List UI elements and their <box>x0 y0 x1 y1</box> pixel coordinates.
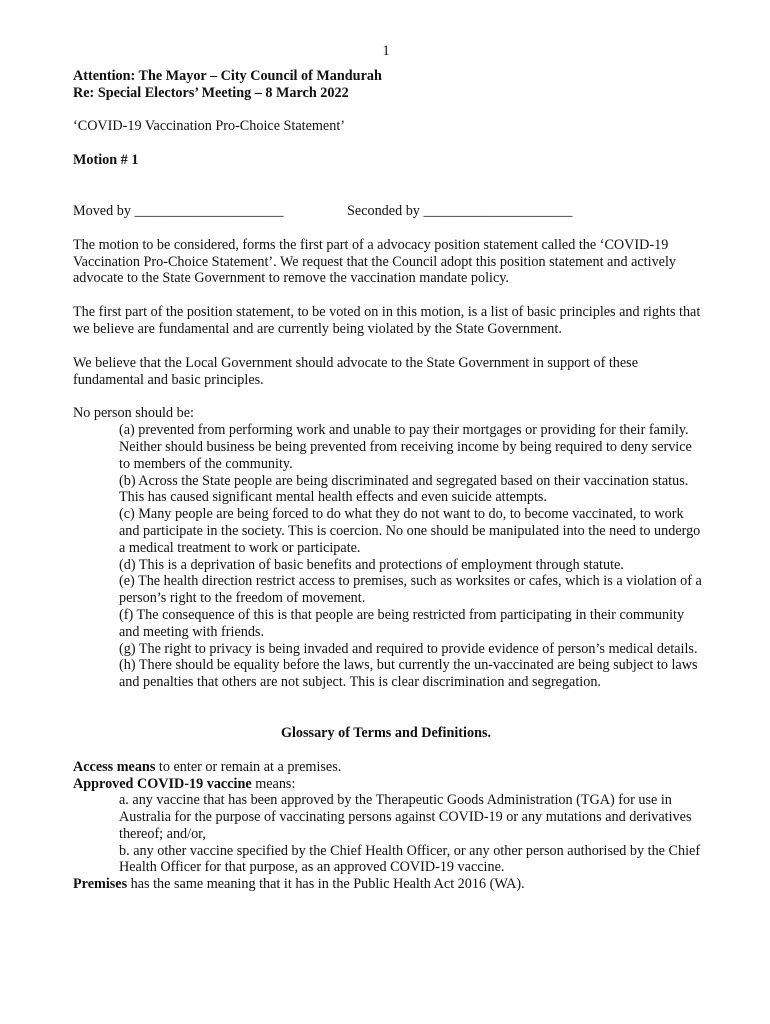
definition-term: Approved COVID-19 vaccine <box>73 775 252 792</box>
definition-text: to enter or remain at a premises. <box>155 758 342 775</box>
page-number: 1 <box>382 43 390 59</box>
list-item: (e) The health direction restrict access to premises, such as worksites or cafes, which is a violation of a person’s right to the freedom of movement. <box>119 573 702 607</box>
seconded-by-field: Seconded by _____________________ <box>347 202 573 219</box>
list-intro: No person should be: <box>73 405 194 422</box>
definition-text: means: <box>251 775 296 792</box>
definition-subitem: a. any vaccine that has been approved by the Therapeutic Goods Administration (TGA) for use in Australia for the purpose of vaccinating persons against COVID-19 or any mutations and derivatives thereof; and/or, <box>119 792 692 842</box>
principles-paragraph: The first part of the position statement, to be voted on in this motion, is a list of basic principles and rights that we believe are fundamental and are currently being violated by the State Government. <box>73 304 701 337</box>
vaccine-definition-list <box>119 792 703 876</box>
attention-line: Attention: The Mayor – City Council of Mandurah <box>73 67 382 84</box>
glossary-heading: Glossary of Terms and Definitions. <box>280 724 492 741</box>
list-item: (f) The consequence of this is that people are being restricted from participating in their community and meeting with friends. <box>119 606 685 640</box>
definition-subitem: b. any other vaccine specified by the Chief Health Officer, or any other person authorised by the Chief Health Officer for that purpose, as an approved COVID-19 vaccine. <box>119 842 701 876</box>
definition-text: has the same meaning that it has in the Public Health Act 2016 (WA). <box>127 876 525 893</box>
definition-approved-vaccine <box>73 776 703 793</box>
list-item: (h) There should be equality before the laws, but currently the un-vaccinated are being subject to laws and penalties that others are not subject. This is clear discrimination and segregation. <box>119 657 698 691</box>
re-line: Re: Special Electors’ Meeting – 8 March 2022 <box>73 84 349 101</box>
list-item: (a) prevented from performing work and unable to pay their mortgages or providing for their family. Neither should business be being prevented from receiving income by being required to deny service to members of the community. <box>119 422 692 472</box>
definition-term: Access means <box>73 758 156 775</box>
list-item: (d) This is a deprivation of basic benefits and protections of employment through statute. <box>119 556 624 573</box>
document-page <box>73 43 703 893</box>
principles-list <box>119 422 703 691</box>
moved-by-field: Moved by _____________________ <box>73 202 284 219</box>
definition-term: Premises <box>73 876 128 893</box>
advocacy-paragraph: We believe that the Local Government should advocate to the State Government in support of these fundamental and basic principles. <box>73 354 639 388</box>
intro-paragraph: The motion to be considered, forms the first part of a advocacy position statement called the ‘COVID-19 Vaccination Pro-Choice Statement’. We request that the Council adopt this position statement and actively advocate to the State Government to remove the vaccination mandate policy. <box>73 236 676 287</box>
list-item: (b) Across the State people are being discriminated and segregated based on their vaccination status. This has caused significant mental health effects and even suicide attempts. <box>119 472 689 506</box>
motion-label: Motion # 1 <box>73 152 139 169</box>
list-item: (c) Many people are being forced to do what they do not want to do, to become vaccinated, to work and participate in the society. This is coercion. No one should be manipulated into the need to undergo a medical treatment to work or participate. <box>119 506 701 556</box>
statement-title: ‘COVID-19 Vaccination Pro-Choice Statement’ <box>73 118 345 135</box>
moved-seconded-row <box>73 203 703 220</box>
list-item: (g) The right to privacy is being invaded and required to provide evidence of person’s medical details. <box>119 640 698 657</box>
definition-premises <box>73 876 703 893</box>
definition-access <box>73 759 703 776</box>
